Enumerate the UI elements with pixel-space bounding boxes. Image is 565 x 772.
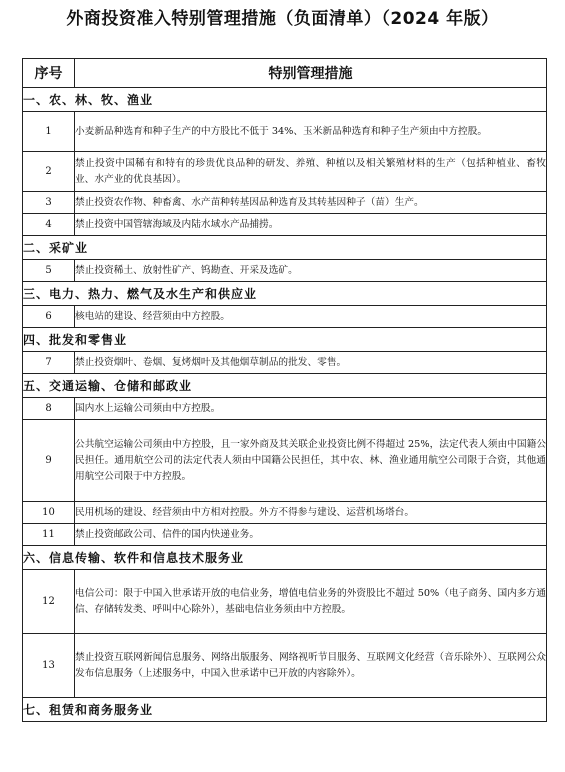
section-row	[23, 282, 547, 306]
column-header-number: 序号	[23, 59, 75, 88]
measure-text: 民用机场的建设、经营须由中方相对控股。外方不得参与建设、运营机场塔台。	[75, 502, 547, 524]
row-number: 2	[23, 152, 75, 192]
row-number: 3	[23, 192, 75, 214]
column-header-measure: 特别管理措施	[75, 59, 547, 88]
section-row	[23, 698, 547, 722]
row-number: 8	[23, 398, 75, 420]
measure-text: 公共航空运输公司须由中方控股，且一家外商及其关联企业投资比例不得超过 25%，法定代表人须由中国籍公民担任。通用航空公司的法定代表人须由中国籍公民担任，其中农、林、渔业通用航空公司限于合资，其他通用航空公司限于中方控股。	[75, 420, 547, 502]
table-row	[23, 634, 547, 698]
section-heading: 二、采矿业	[23, 236, 547, 260]
table-row	[23, 420, 547, 502]
negative-list-table	[22, 58, 547, 722]
section-row	[23, 374, 547, 398]
row-number: 11	[23, 524, 75, 546]
measure-text: 国内水上运输公司须由中方控股。	[75, 398, 547, 420]
section-row	[23, 546, 547, 570]
measure-text: 禁止投资烟叶、卷烟、复烤烟叶及其他烟草制品的批发、零售。	[75, 352, 547, 374]
section-heading: 七、租赁和商务服务业	[23, 698, 547, 722]
table-row	[23, 570, 547, 634]
section-row	[23, 236, 547, 260]
measure-text: 禁止投资稀土、放射性矿产、钨勘查、开采及选矿。	[75, 260, 547, 282]
row-number: 6	[23, 306, 75, 328]
table-row	[23, 192, 547, 214]
section-heading: 一、农、林、牧、渔业	[23, 88, 547, 112]
section-heading: 四、批发和零售业	[23, 328, 547, 352]
row-number: 13	[23, 634, 75, 698]
section-heading: 五、交通运输、仓储和邮政业	[23, 374, 547, 398]
table-row	[23, 352, 547, 374]
section-heading: 六、信息传输、软件和信息技术服务业	[23, 546, 547, 570]
row-number: 5	[23, 260, 75, 282]
table-row	[23, 398, 547, 420]
section-heading: 三、电力、热力、燃气及水生产和供应业	[23, 282, 547, 306]
row-number: 7	[23, 352, 75, 374]
measure-text: 禁止投资农作物、种畜禽、水产苗种转基因品种选育及其转基因种子（苗）生产。	[75, 192, 547, 214]
table-row	[23, 306, 547, 328]
row-number: 12	[23, 570, 75, 634]
page-title: 外商投资准入特别管理措施（负面清单）（2024 年版）	[66, 9, 499, 29]
measure-text: 禁止投资邮政公司、信件的国内快递业务。	[75, 524, 547, 546]
table-row	[23, 502, 547, 524]
measure-text: 小麦新品种选育和种子生产的中方股比不低于 34%、玉米新品种选育和种子生产须由中方控股。	[75, 112, 547, 152]
measure-text: 电信公司：限于中国入世承诺开放的电信业务，增值电信业务的外资股比不超过 50%（电子商务、国内多方通信、存储转发类、呼叫中心除外），基础电信业务须由中方控股。	[75, 570, 547, 634]
measure-text: 核电站的建设、经营须由中方控股。	[75, 306, 547, 328]
section-row	[23, 328, 547, 352]
measure-text: 禁止投资互联网新闻信息服务、网络出版服务、网络视听节目服务、互联网文化经营（音乐除外）、互联网公众发布信息服务（上述服务中，中国入世承诺中已开放的内容除外）。	[75, 634, 547, 698]
row-number: 4	[23, 214, 75, 236]
table-header-row	[23, 59, 547, 88]
row-number: 9	[23, 420, 75, 502]
table-row	[23, 214, 547, 236]
row-number: 10	[23, 502, 75, 524]
table-row	[23, 112, 547, 152]
table-row	[23, 260, 547, 282]
table-row	[23, 152, 547, 192]
row-number: 1	[23, 112, 75, 152]
measure-text: 禁止投资中国稀有和特有的珍贵优良品种的研发、养殖、种植以及相关繁殖材料的生产（包括种植业、畜牧业、水产业的优良基因）。	[75, 152, 547, 192]
table-row	[23, 524, 547, 546]
measure-text: 禁止投资中国管辖海域及内陆水域水产品捕捞。	[75, 214, 547, 236]
section-row	[23, 88, 547, 112]
